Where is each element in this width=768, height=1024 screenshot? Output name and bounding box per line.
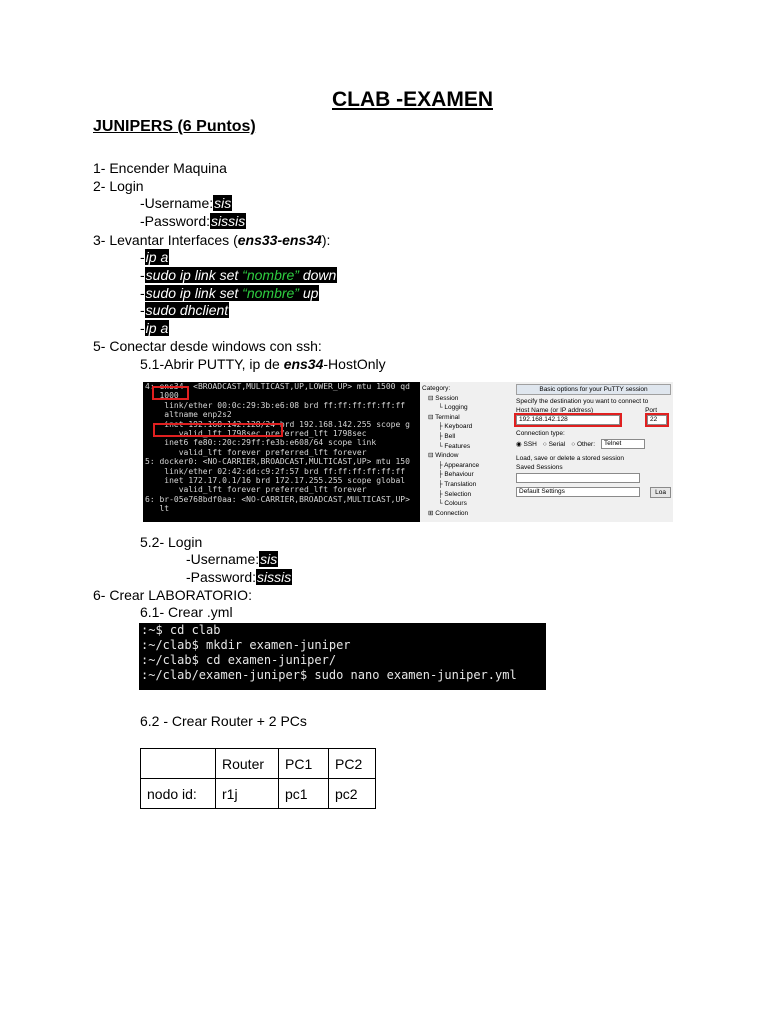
password-label: -Password: (140, 213, 211, 229)
table-row (141, 779, 376, 809)
putty-session-pane (516, 384, 671, 520)
radio-other[interactable]: ○ Other: (571, 440, 596, 448)
step-2: 2- Login (93, 178, 144, 194)
putty-category-tree (422, 384, 512, 518)
page-title: CLAB -EXAMEN (332, 88, 493, 111)
step-3-suffix: ): (321, 232, 331, 248)
terminal-ip-output (143, 382, 420, 522)
cmd-part: up (298, 285, 319, 301)
tree-item[interactable]: ⊟ Session (428, 394, 459, 402)
terminal-line: link/ether 00:0c:29:3b:e6:08 brd ff:ff:ff:ff:ff:ff (145, 400, 406, 410)
step-6-1: 6.1- Crear .yml (140, 604, 233, 620)
load-button[interactable]: Loa (650, 487, 671, 498)
category-label: Category: (422, 385, 451, 392)
password-value: sissis (211, 213, 246, 229)
cmd-text: ip a (145, 249, 169, 265)
tree-item[interactable]: ⊞ Connection (428, 509, 469, 517)
host-input[interactable]: 192.168.142.128 (516, 415, 620, 425)
username-value: sis (214, 195, 232, 211)
username-line-2 (186, 551, 278, 568)
step-6: 6- Crear LABORATORIO: (93, 587, 252, 603)
terminal-line: altname enp2s2 (145, 410, 232, 420)
radio-ssh[interactable]: ◉ SSH (516, 441, 537, 448)
nodes-table (140, 748, 376, 809)
tree-item[interactable]: ├ Translation (438, 480, 477, 488)
cmd-link-up (140, 285, 319, 302)
tree-item[interactable]: ⊟ Terminal (428, 413, 460, 421)
saved-sessions-label: Saved Sessions (516, 464, 563, 471)
step-5-1-suffix: -HostOnly (323, 356, 386, 372)
step-5-1-interface: ens34 (283, 356, 324, 372)
step-6-2: 6.2 - Crear Router + 2 PCs (140, 713, 307, 729)
host-label: Host Name (or IP address) (516, 407, 594, 414)
putty-config-window (420, 382, 673, 522)
table-cell: pc2 (329, 779, 376, 809)
pane-header: Basic options for your PuTTY session (516, 384, 671, 395)
terminal-line: inet 172.17.0.1/16 brd 172.17.255.255 scope global (145, 476, 406, 486)
dash: - (140, 302, 145, 318)
terminal-create-yml (139, 623, 546, 690)
step-3-prefix: 3- Levantar Interfaces ( (93, 232, 238, 248)
table-cell: Router (216, 749, 279, 779)
saved-sessions-input[interactable] (516, 473, 640, 483)
username-line (140, 195, 232, 212)
table-cell: PC1 (279, 749, 329, 779)
cmd-name-placeholder: “nombre” (242, 285, 299, 301)
specify-text: Specify the destination you want to connect to (516, 398, 649, 405)
dash: - (140, 320, 145, 336)
step-5: 5- Conectar desde windows con ssh: (93, 338, 322, 354)
terminal-line: lt (145, 504, 170, 514)
tree-item[interactable]: ├ Behaviour (438, 471, 474, 479)
terminal-line: valid_lft forever preferred_lft forever (145, 447, 367, 457)
terminal-line: :~/clab/examen-juniper$ sudo nano examen-juniper.yml (141, 668, 517, 682)
tree-item[interactable]: ├ Selection (438, 490, 472, 498)
highlight-ip-address (153, 423, 283, 437)
port-input[interactable]: 22 (647, 415, 667, 425)
table-cell: nodo id: (141, 779, 216, 809)
cmd-part: sudo ip link set (145, 267, 243, 283)
cmd-text (145, 267, 338, 283)
tree-item[interactable]: ├ Bell (438, 432, 456, 440)
other-select[interactable]: Telnet (601, 439, 645, 449)
tree-item[interactable]: ├ Keyboard (438, 423, 473, 431)
table-cell: PC2 (329, 749, 376, 779)
table-cell (141, 749, 216, 779)
tree-item[interactable]: ├ Appearance (438, 461, 480, 469)
step-3-interfaces: ens33-ens34 (237, 232, 322, 248)
step-1: 1- Encender Maquina (93, 160, 227, 176)
step-5-1 (140, 356, 386, 373)
password-line (140, 213, 246, 230)
dash: - (140, 267, 145, 283)
password-value: sissis (257, 569, 292, 585)
terminal-line: inet6 fe80::20c:29ff:fe3b:e608/64 scope link (145, 438, 377, 448)
terminal-line: 4: ens34 <BROADCAST,MULTICAST,UP,LOWER_UP> mtu 1500 qd (145, 382, 410, 391)
cmd-link-down (140, 267, 337, 284)
cmd-ip-a-2 (140, 320, 169, 337)
step-3 (93, 232, 330, 249)
terminal-line: 5: docker0: <NO-CARRIER,BROADCAST,MULTICAST,UP> mtu 150 (145, 457, 410, 467)
tree-item[interactable]: └ Logging (438, 404, 468, 412)
step-5-1-prefix: 5.1-Abrir PUTTY, ip de (140, 356, 284, 372)
terminal-line: valid_lft 1798sec preferred_lft 1798sec (145, 429, 367, 439)
cmd-text: sudo dhclient (145, 302, 229, 318)
terminal-line: 1000 (145, 391, 179, 401)
username-label: -Username: (140, 195, 214, 211)
cmd-name-placeholder: “nombre” (242, 267, 299, 283)
step-5-2: 5.2- Login (140, 534, 203, 550)
cmd-text (145, 285, 320, 301)
section-heading: JUNIPERS (6 Puntos) (93, 118, 256, 135)
dash: - (140, 249, 145, 265)
table-cell: r1j (216, 779, 279, 809)
terminal-line: 6: br-05e768bdf0aa: <NO-CARRIER,BROADCAST,MULTICAST,UP> (145, 494, 410, 504)
terminal-line: :~/clab$ mkdir examen-juniper (141, 638, 351, 652)
username-value: sis (260, 551, 278, 567)
password-line-2 (186, 569, 292, 586)
terminal-line: :~/clab$ cd examen-juniper/ (141, 653, 337, 667)
default-settings-item[interactable]: Default Settings (516, 487, 640, 497)
table-cell: pc1 (279, 779, 329, 809)
cmd-dhclient (140, 302, 229, 319)
radio-serial[interactable]: ○ Serial (542, 440, 566, 448)
username-label: -Username: (186, 551, 260, 567)
terminal-line: link/ether 02:42:dd:c9:2f:57 brd ff:ff:ff:ff:ff:ff (145, 466, 406, 476)
terminal-line: :~$ cd clab (141, 623, 221, 637)
cmd-ip-a-1 (140, 249, 169, 266)
dash: - (140, 285, 145, 301)
cmd-part: down (298, 267, 337, 283)
tree-item[interactable]: └ Features (438, 442, 471, 450)
cmd-part: sudo ip link set (145, 285, 243, 301)
conn-type-label: Connection type: (516, 430, 565, 437)
highlight-ens34 (152, 386, 189, 400)
tree-item[interactable]: ⊟ Window (428, 452, 459, 460)
load-save-label: Load, save or delete a stored session (516, 455, 625, 462)
tree-item[interactable]: └ Colours (438, 500, 467, 508)
terminal-line: inet 192.168.142.128/24 brd 192.168.142.255 scope g (145, 419, 410, 429)
table-row (141, 749, 376, 779)
password-label: -Password: (186, 569, 257, 585)
cmd-text: ip a (145, 320, 169, 336)
terminal-line: valid_lft forever preferred_lft forever (145, 485, 367, 495)
port-label: Port (645, 407, 657, 414)
